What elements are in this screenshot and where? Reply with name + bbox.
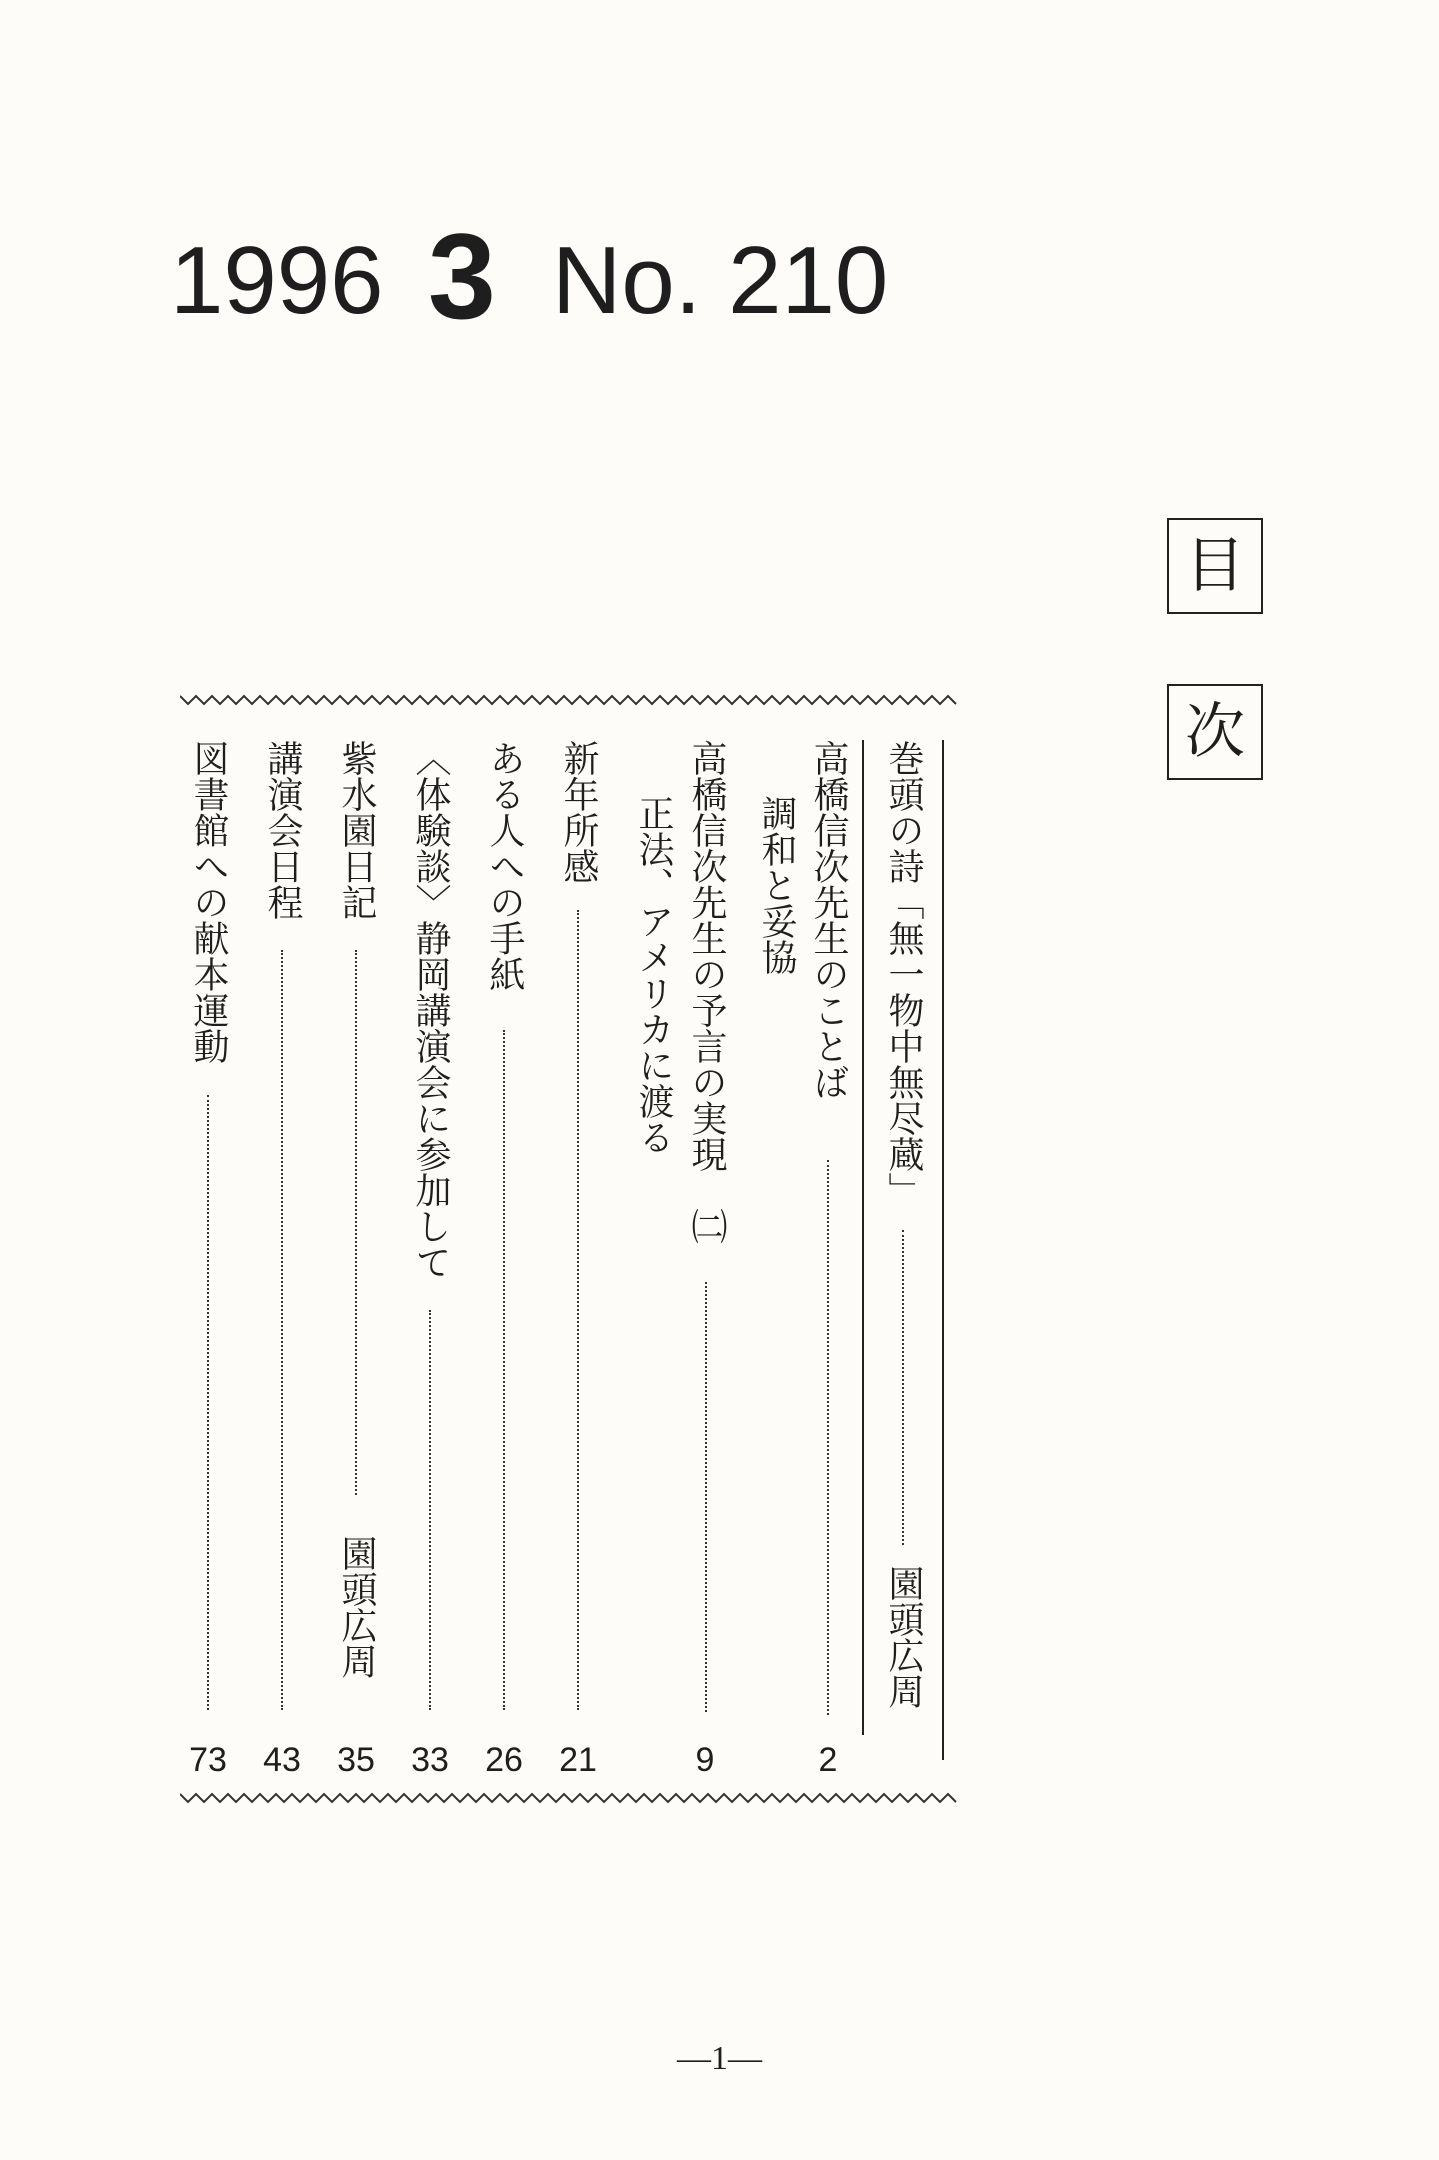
toc-leader-dots bbox=[281, 950, 283, 1710]
toc-page-number: 21 bbox=[559, 1741, 597, 1779]
page-folio: —1— bbox=[677, 2040, 762, 2077]
toc-entry-title: 巻頭の詩「無一物中無尽蔵」 bbox=[883, 740, 924, 1208]
bottom-zigzag-border bbox=[180, 1790, 960, 1806]
toc-entry-title: 高橋信次先生の予言の実現 ㈡ bbox=[686, 740, 727, 1244]
toc-rule-left bbox=[862, 740, 864, 1735]
toc-page-number: 26 bbox=[485, 1741, 523, 1779]
toc-title-char-1: 目 bbox=[1167, 518, 1263, 614]
table-of-contents bbox=[170, 740, 960, 1779]
toc-leader-dots bbox=[827, 1160, 829, 1715]
toc-entry-8[interactable] bbox=[180, 740, 236, 1775]
toc-entry-1[interactable] bbox=[800, 740, 856, 1775]
toc-entry-subtitle: 調和と妥協 bbox=[756, 795, 797, 975]
toc-entry-title: 講演会日程 bbox=[262, 740, 303, 920]
toc-rule-right bbox=[942, 740, 944, 1760]
issue-month: 3 bbox=[428, 208, 496, 344]
toc-entry-0[interactable] bbox=[875, 740, 931, 1775]
toc-page-number: 33 bbox=[411, 1741, 449, 1779]
toc-entry-title: ある人への手紙 bbox=[484, 740, 525, 992]
toc-entry-7[interactable] bbox=[254, 740, 310, 1775]
toc-entry-1-subtitle bbox=[748, 740, 804, 1775]
toc-leader-dots bbox=[207, 1095, 209, 1710]
toc-leader-dots bbox=[902, 1230, 904, 1545]
toc-entry-3[interactable] bbox=[550, 740, 606, 1775]
top-zigzag-border bbox=[180, 692, 960, 708]
toc-entry-title: 新年所感 bbox=[558, 740, 599, 884]
toc-entry-title: 図書館への献本運動 bbox=[188, 740, 229, 1064]
toc-entry-5[interactable] bbox=[402, 740, 458, 1775]
toc-leader-dots bbox=[705, 1282, 707, 1712]
toc-entry-title: 紫水園日記 bbox=[336, 740, 377, 920]
toc-entry-subtitle: 正法、アメリカに渡る bbox=[633, 795, 674, 1155]
toc-page-number: 35 bbox=[337, 1741, 375, 1779]
toc-page-number: 43 bbox=[263, 1741, 301, 1779]
toc-leader-dots bbox=[429, 1310, 431, 1710]
issue-year: 1996 bbox=[170, 227, 384, 334]
toc-leader-dots bbox=[355, 950, 357, 1495]
toc-leader-dots bbox=[577, 910, 579, 1710]
toc-entry-author: 園頭広周 bbox=[336, 1535, 377, 1679]
toc-entry-title: 〈体験談〉静岡講演会に参加して bbox=[410, 740, 451, 1280]
toc-entry-author: 園頭広周 bbox=[883, 1565, 924, 1709]
toc-leader-dots bbox=[503, 1030, 505, 1710]
issue-number: No. 210 bbox=[552, 227, 889, 334]
toc-entry-2-subtitle bbox=[625, 740, 681, 1775]
toc-entry-2[interactable] bbox=[678, 740, 734, 1775]
toc-entry-6[interactable] bbox=[328, 740, 384, 1775]
toc-page-number: 2 bbox=[818, 1741, 838, 1779]
toc-title-char-2: 次 bbox=[1167, 684, 1263, 780]
toc-entry-4[interactable] bbox=[476, 740, 532, 1775]
toc-page-number: 73 bbox=[189, 1741, 227, 1779]
toc-page-number: 9 bbox=[695, 1741, 715, 1779]
toc-entry-title: 高橋信次先生のことば bbox=[808, 740, 849, 1100]
